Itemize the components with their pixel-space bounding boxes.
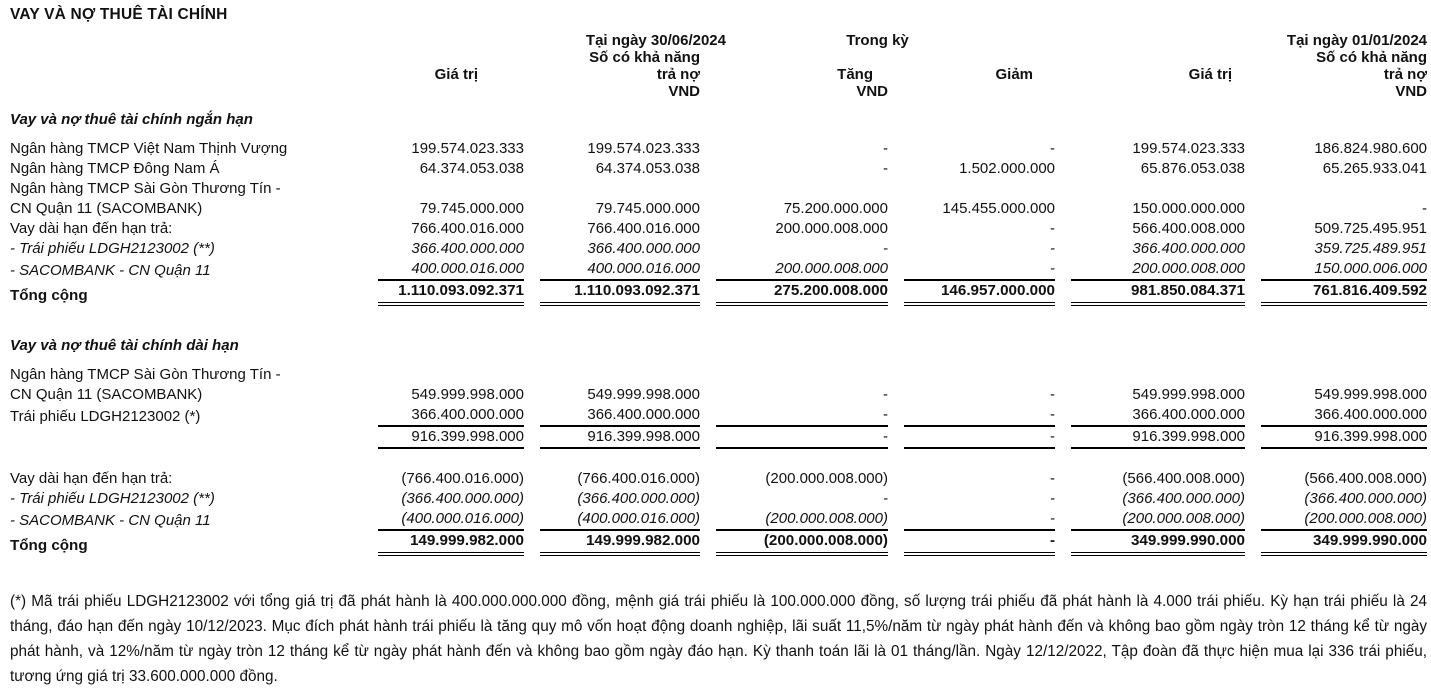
header-gia-tri-right: Giá trị [1188, 66, 1233, 83]
value-cell: - [883, 490, 888, 507]
value-cell: 766.400.016.000 [411, 220, 524, 237]
value-cell: 549.999.998.000 [587, 386, 700, 403]
value-cell: - [883, 240, 888, 257]
row-label: Ngân hàng TMCP Sài Gòn Thương Tín - CN Quận 11 (SACOMBANK) [10, 366, 281, 403]
row-label: Vay dài hạn đến hạn trả: [10, 470, 173, 487]
value-cell: - [1050, 140, 1056, 157]
page-title: VAY VÀ NỢ THUÊ TÀI CHÍNH [10, 6, 228, 23]
header-tang: Tăng [837, 66, 873, 83]
header-vnd-2: VND [856, 83, 888, 100]
value-cell: (366.400.000.000) [1304, 490, 1428, 507]
value-cell: 200.000.008.000 [775, 220, 888, 237]
value-cell: 186.824.980.600 [1314, 140, 1428, 157]
row-label [10, 427, 362, 449]
table-row [10, 489, 1427, 509]
header-empty [10, 32, 362, 49]
value-cell: (566.400.008.000) [1304, 470, 1428, 487]
value-cell: 366.400.000.000 [1132, 240, 1246, 257]
header-group-trong-ky: Trong kỳ [846, 32, 909, 49]
table-row [10, 405, 1427, 427]
header-row-groups [10, 32, 1427, 49]
value-cell: 349.999.990.000 [1055, 531, 1245, 556]
row-label: - Trái phiếu LDGH2123002 (**) [10, 240, 215, 257]
header-tra-no-left: trả nợ [656, 66, 700, 83]
value-cell: - [1050, 470, 1056, 487]
value-cell: 366.400.000.000 [1245, 405, 1427, 427]
value-cell: 549.999.998.000 [1132, 386, 1246, 403]
value-cell: 200.000.008.000 [1055, 259, 1245, 281]
value-cell: - [883, 140, 888, 157]
spacer-row [10, 449, 1427, 469]
value-cell: - [883, 386, 888, 403]
header-row-vnd [10, 83, 1427, 100]
value-cell: 400.000.016.000 [524, 259, 700, 281]
value-cell: 549.999.998.000 [1314, 386, 1428, 403]
table-row [10, 179, 1427, 219]
header-row-kha-nang [10, 49, 1427, 66]
row-label: - SACOMBANK - CN Quận 11 [10, 262, 211, 279]
value-cell: 366.400.000.000 [524, 405, 700, 427]
header-gia-tri-left: Giá trị [434, 66, 478, 83]
value-cell: 349.999.990.000 [1245, 531, 1427, 556]
value-cell: 79.745.000.000 [419, 200, 524, 217]
spacer-row [10, 100, 1427, 110]
header-row-columns [10, 66, 1427, 83]
value-cell: 79.745.000.000 [595, 200, 700, 217]
value-cell: 65.265.933.041 [1322, 160, 1428, 177]
table-body [10, 100, 1427, 556]
value-cell: 761.816.409.592 [1245, 281, 1427, 306]
value-cell: (400.000.016.000) [362, 509, 524, 531]
value-cell: 916.399.998.000 [362, 427, 524, 449]
value-cell: (366.400.000.000) [1122, 490, 1246, 507]
value-cell: - [888, 405, 1055, 427]
row-label: Ngân hàng TMCP Việt Nam Thịnh Vượng [10, 140, 288, 157]
value-cell: 366.400.000.000 [587, 240, 700, 257]
value-cell: 566.400.008.000 [1132, 220, 1246, 237]
header-giam: Giảm [995, 66, 1034, 83]
value-cell: 916.399.998.000 [1055, 427, 1245, 449]
value-cell: - [700, 405, 888, 427]
value-cell: - [1050, 386, 1056, 403]
value-cell: 275.200.008.000 [700, 281, 888, 306]
table-row [10, 509, 1427, 531]
value-cell: 916.399.998.000 [524, 427, 700, 449]
value-cell: 200.000.008.000 [700, 259, 888, 281]
value-cell: 149.999.982.000 [524, 531, 700, 556]
value-cell: 981.850.084.371 [1055, 281, 1245, 306]
spacer-row [10, 306, 1427, 336]
table-row [10, 219, 1427, 239]
section-heading-row [10, 110, 1427, 130]
header-tra-no-right: trả nợ [1383, 66, 1428, 83]
header-vnd-3: VND [1395, 83, 1428, 100]
value-cell: - [888, 259, 1055, 281]
bond-footnote: (*) Mã trái phiếu LDGH2123002 với tổng giá trị đã phát hành là 400.000.000.000 đồng, mệnh giá trái phiếu là 100.000.000 đồng, số lượng trái phiếu đã phát hành là 4.000 trái phiếu. Kỳ hạn trái phiếu là 24 tháng, đáo hạn đến ngày 10/12/2023. Mục đích phát hành trái phiếu là tăng quy mô vốn hoạt động doanh nghiệp, lãi suất 11,5%/năm từ ngày phát hành đến và không bao gồm ngày tròn 12 tháng kể từ ngày phát hành, và 12%/năm từ ngày tròn 12 tháng kể từ ngày phát hành đến và không bao gồm ngày đáo hạn. Kỳ thanh toán lãi là 01 tháng/lần. Ngày 12/12/2022, Tập đoàn đã thực hiện mua lại 336 trái phiếu, tương ứng giá trị 33.600.000.000 đồng. [10, 593, 1427, 685]
spacer-row [10, 130, 1427, 139]
row-label: Tổng cộng [10, 287, 88, 304]
header-so-co-kha-nang-left: Số có khả năng [589, 49, 700, 66]
header-group-01-01-2024: Tại ngày 01/01/2024 [1286, 32, 1428, 49]
value-cell: 366.400.000.000 [362, 405, 524, 427]
table-row [10, 469, 1427, 489]
row-label: - Trái phiếu LDGH2123002 (**) [10, 490, 215, 507]
value-cell: (200.000.008.000) [1055, 509, 1245, 531]
value-cell: 150.000.006.000 [1245, 259, 1427, 281]
value-cell: 149.999.982.000 [362, 531, 524, 556]
row-label: Trái phiếu LDGH2123002 (*) [10, 408, 201, 425]
value-cell: 549.999.998.000 [411, 386, 524, 403]
value-cell: - [1422, 200, 1428, 217]
section-heading: Vay và nợ thuê tài chính dài hạn [10, 337, 239, 354]
value-cell: 64.374.053.038 [595, 160, 700, 177]
header-group-30-06-2024: Tại ngày 30/06/2024 [585, 32, 726, 49]
value-cell: (200.000.008.000) [700, 509, 888, 531]
value-cell: (366.400.000.000) [401, 490, 524, 507]
value-cell: (200.000.008.000) [700, 531, 888, 556]
value-cell: (200.000.008.000) [765, 470, 888, 487]
header-vnd-1: VND [668, 83, 700, 100]
value-cell: (766.400.016.000) [577, 470, 700, 487]
value-cell: - [883, 160, 888, 177]
value-cell: 75.200.000.000 [783, 200, 888, 217]
value-cell: 146.957.000.000 [888, 281, 1055, 306]
table-row [10, 139, 1427, 159]
value-cell: 1.110.093.092.371 [362, 281, 524, 306]
table-row [10, 281, 1427, 306]
value-cell: 64.374.053.038 [419, 160, 524, 177]
table-header [10, 32, 1427, 100]
row-label: Vay dài hạn đến hạn trả: [10, 220, 173, 237]
row-label: Ngân hàng TMCP Đông Nam Á [10, 160, 220, 177]
value-cell: - [700, 427, 888, 449]
value-cell: 1.502.000.000 [959, 160, 1056, 177]
value-cell: 509.725.495.951 [1314, 220, 1428, 237]
value-cell: 359.725.489.951 [1314, 240, 1428, 257]
table-row [10, 365, 1427, 405]
spacer-row [10, 356, 1427, 365]
value-cell: 916.399.998.000 [1245, 427, 1427, 449]
value-cell: (366.400.000.000) [577, 490, 700, 507]
value-cell: 145.455.000.000 [942, 200, 1056, 217]
table-row [10, 159, 1427, 179]
section-heading: Vay và nợ thuê tài chính ngắn hạn [10, 111, 253, 128]
value-cell: 199.574.023.333 [1132, 140, 1246, 157]
value-cell: 366.400.000.000 [1055, 405, 1245, 427]
value-cell: - [888, 531, 1055, 556]
value-cell: 199.574.023.333 [587, 140, 700, 157]
table-row [10, 259, 1427, 281]
value-cell: (200.000.008.000) [1245, 509, 1427, 531]
row-label: Ngân hàng TMCP Sài Gòn Thương Tín - CN Quận 11 (SACOMBANK) [10, 180, 281, 217]
value-cell: 366.400.000.000 [411, 240, 524, 257]
row-label: - SACOMBANK - CN Quận 11 [10, 512, 211, 529]
value-cell: (566.400.008.000) [1122, 470, 1246, 487]
table-row [10, 427, 1427, 449]
value-cell: 400.000.016.000 [362, 259, 524, 281]
section-heading-row [10, 336, 1427, 356]
table-row [10, 531, 1427, 556]
value-cell: - [1050, 240, 1056, 257]
value-cell: (400.000.016.000) [524, 509, 700, 531]
value-cell: - [888, 427, 1055, 449]
value-cell: 65.876.053.038 [1140, 160, 1246, 177]
loans-table [10, 32, 1427, 556]
value-cell: (766.400.016.000) [401, 470, 524, 487]
value-cell: 150.000.000.000 [1132, 200, 1246, 217]
header-so-co-kha-nang-right: Số có khả năng [1316, 49, 1428, 66]
value-cell: - [1050, 490, 1056, 507]
value-cell: 766.400.016.000 [587, 220, 700, 237]
value-cell: 199.574.023.333 [411, 140, 524, 157]
table-row [10, 239, 1427, 259]
row-label: Tổng cộng [10, 537, 88, 554]
value-cell: - [1050, 220, 1056, 237]
value-cell: 1.110.093.092.371 [524, 281, 700, 306]
value-cell: - [888, 509, 1055, 531]
